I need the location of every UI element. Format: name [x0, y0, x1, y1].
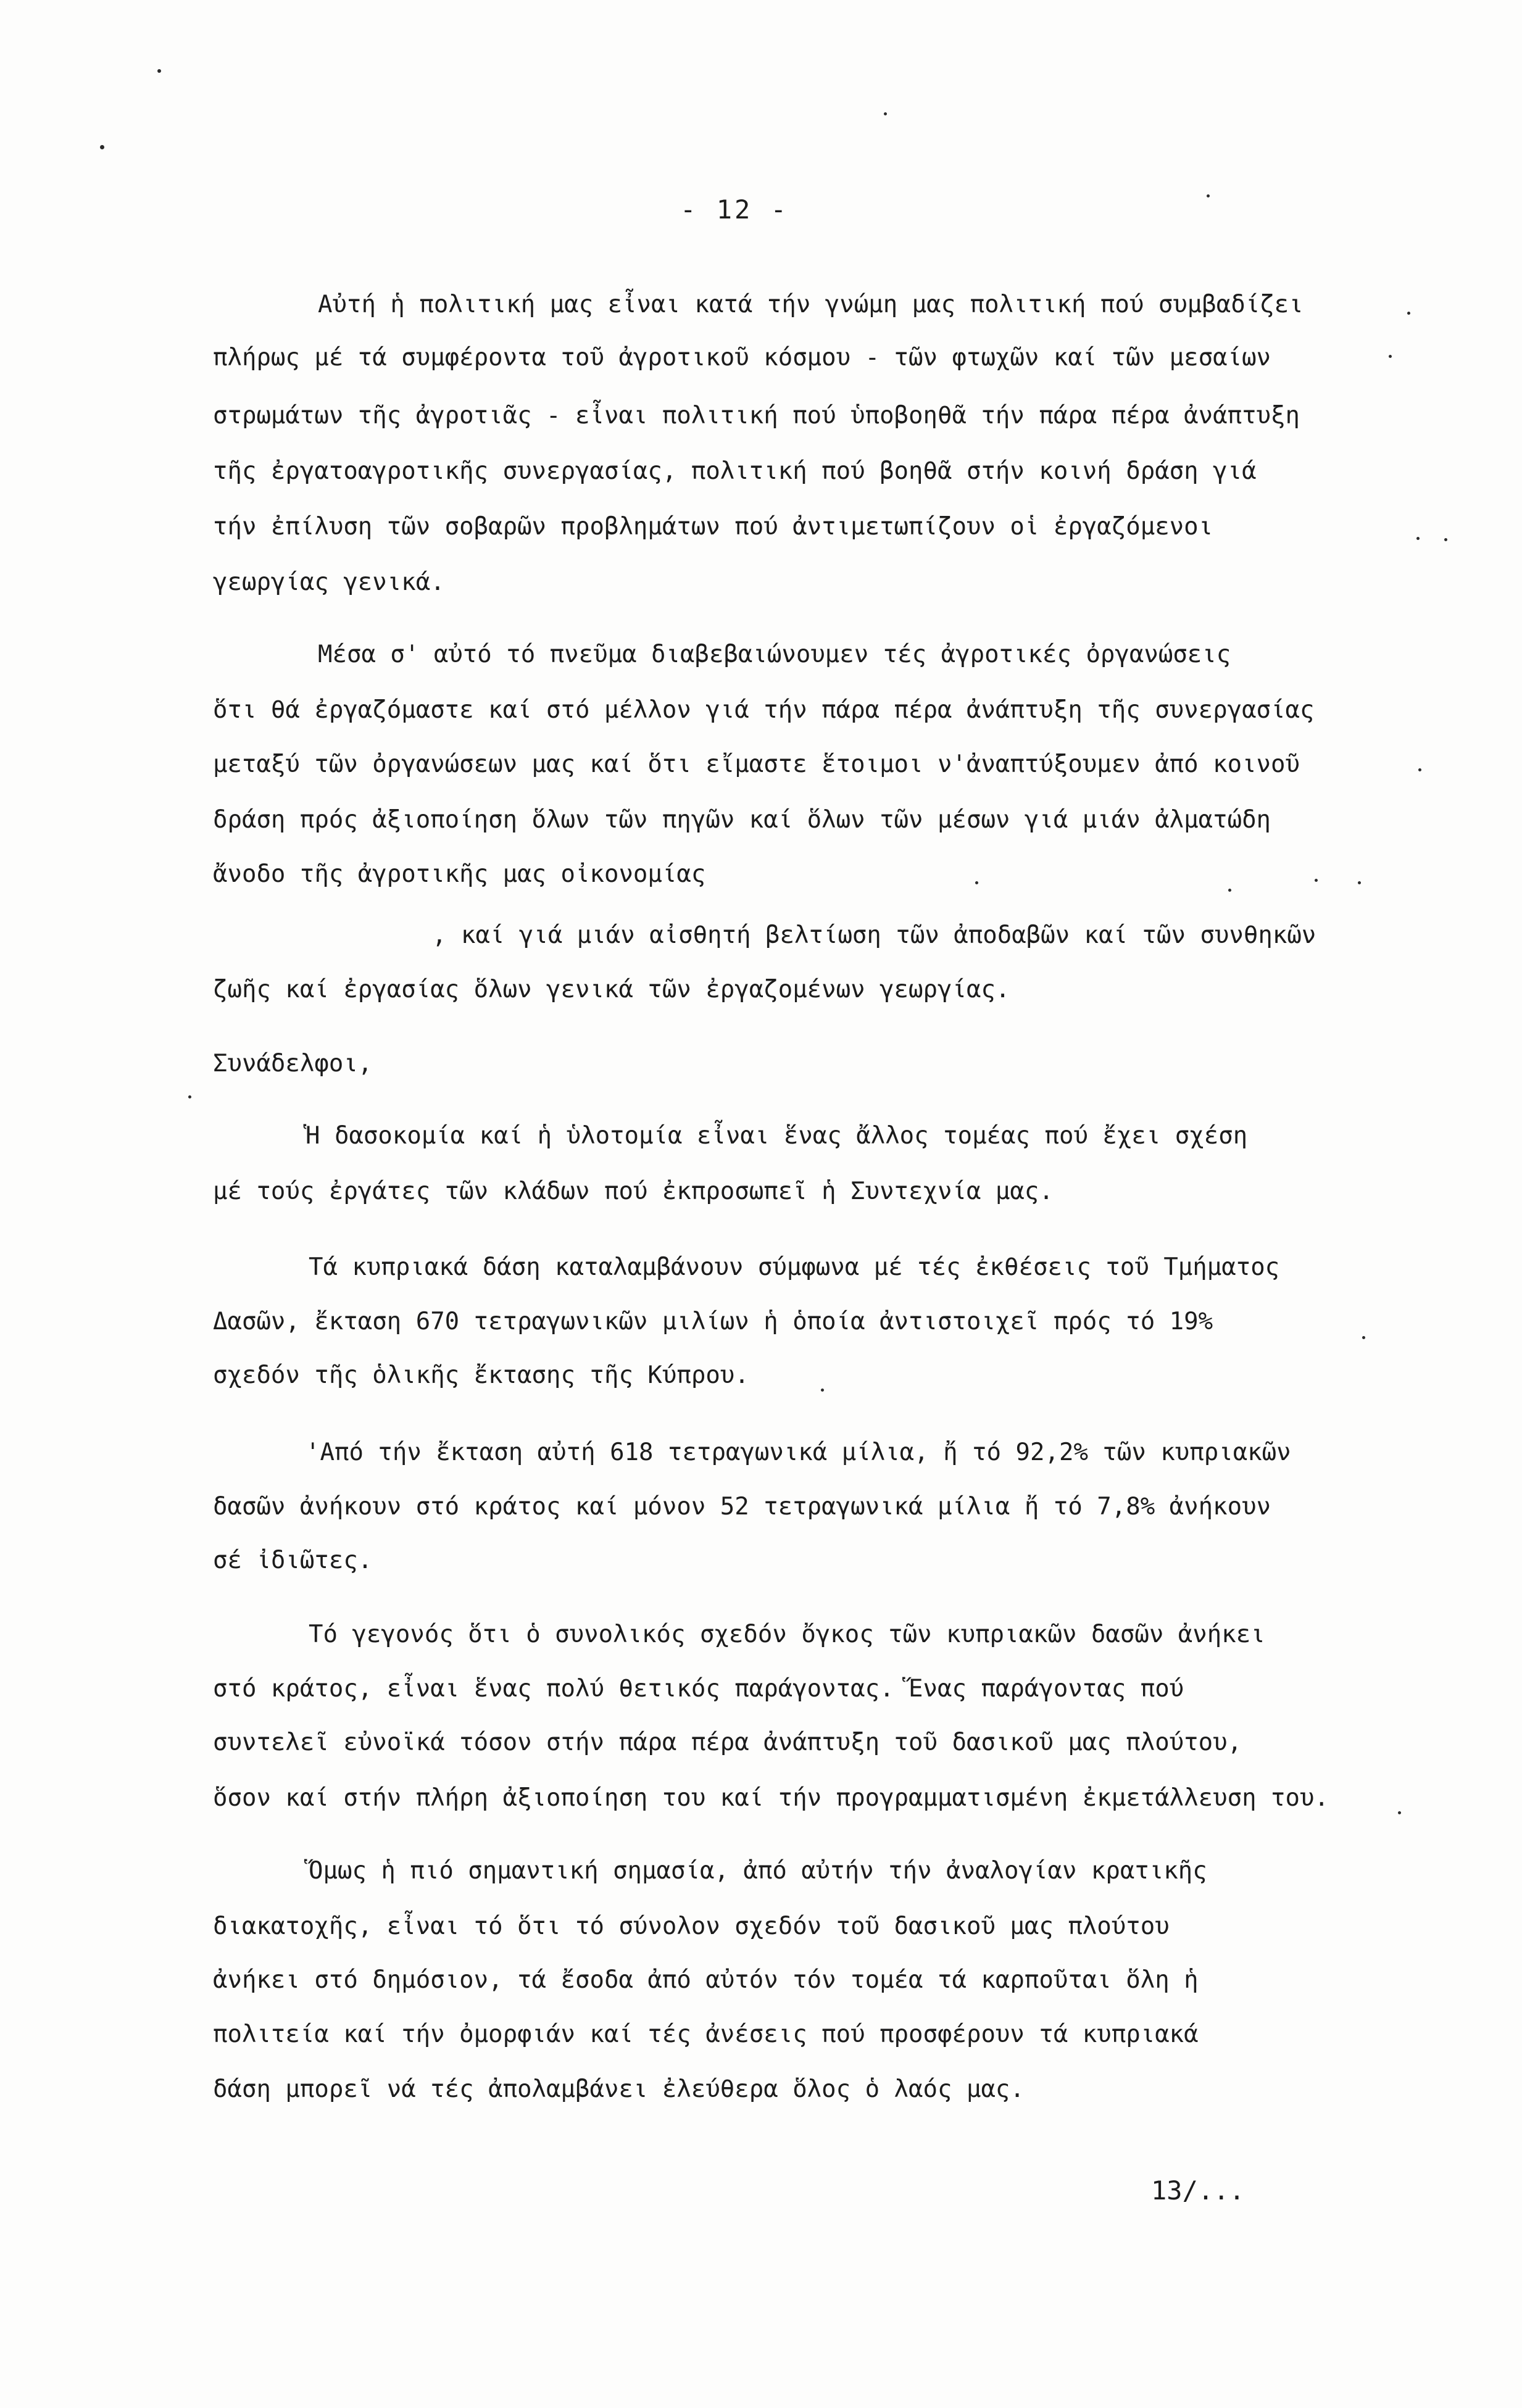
salutation: Συνάδελφοι,: [213, 1050, 373, 1077]
scan-speck: [1362, 1336, 1365, 1339]
scan-speck: [821, 1389, 824, 1392]
text-line: γεωργίας γενικά.: [213, 568, 445, 596]
scan-speck: [1444, 538, 1447, 541]
text-line: ζωῆς καί ἐργασίας ὅλων γενικά τῶν ἐργαζομένων γεωργίας.: [213, 976, 1010, 1003]
text-line: μέ τούς ἐργάτες τῶν κλάδων πού ἐκπροσωπεῖ ἡ Συντεχνία μας.: [213, 1177, 1054, 1205]
text-line: ἀνήκει στό δημόσιον, τά ἔσοδα ἀπό αὐτόν τόν τομέα τά καρποῦται ὅλη ἡ: [213, 1966, 1199, 1994]
text-line: 'Από τήν ἔκταση αὐτή 618 τετραγωνικά μίλια, ἤ τό 92,2% τῶν κυπριακῶν: [306, 1439, 1291, 1466]
text-line: Ἡ δασοκομία καί ἡ ὑλοτομία εἶναι ἕνας ἄλλος τομέας πού ἔχει σχέση: [306, 1122, 1248, 1150]
scan-speck: [975, 881, 978, 884]
scan-speck: [1358, 881, 1361, 884]
text-line: Μέσα σ' αὐτό τό πνεῦμα διαβεβαιώνουμεν τές ἀγροτικές ὀργανώσεις: [318, 641, 1231, 668]
continuation-marker: 13/...: [1151, 2175, 1245, 2206]
scan-speck: [1407, 312, 1410, 315]
text-line: Τά κυπριακά δάση καταλαμβάνουν σύμφωνα μέ τές ἐκθέσεις τοῦ Τμήματος: [309, 1253, 1280, 1281]
scan-speck: [157, 69, 161, 73]
scan-speck: [1315, 879, 1318, 882]
scan-speck: [1416, 537, 1420, 540]
text-line: στρωμάτων τῆς ἀγροτιᾶς - εἶναι πολιτική πού ὑποβοηθᾶ τήν πάρα πέρα ἀνάπτυξη: [213, 402, 1300, 430]
text-line: τῆς ἐργατοαγροτικῆς συνεργασίας, πολιτική πού βοηθᾶ στήν κοινή δράση γιά: [213, 457, 1257, 485]
text-line: ὅσον καί στήν πλήρη ἀξιοποίηση του καί τήν προγραμματισμένη ἐκμετάλλευση του.: [213, 1784, 1329, 1812]
text-line: Δασῶν, ἔκταση 670 τετραγωνικῶν μιλίων ἡ ὁποία ἀντιστοιχεῖ πρός τό 19%: [213, 1308, 1213, 1335]
text-line: Ὅμως ἡ πιό σημαντική σημασία, ἀπό αὐτήν τήν ἀναλογίαν κρατικῆς: [309, 1857, 1207, 1885]
text-line: Τό γεγονός ὅτι ὁ συνολικός σχεδόν ὄγκος τῶν κυπριακῶν δασῶν ἀνήκει: [309, 1621, 1265, 1648]
text-line: πλήρως μέ τά συμφέροντα τοῦ ἀγροτικοῦ κόσμου - τῶν φτωχῶν καί τῶν μεσαίων: [213, 344, 1271, 372]
text-line: μεταξύ τῶν ὀργανώσεων μας καί ὅτι εἴμαστε ἕτοιμοι ν'ἀναπτύξουμεν ἀπό κοινοῦ: [213, 750, 1300, 778]
page-number: - 12 -: [680, 194, 789, 225]
text-line: δράση πρός ἀξιοποίηση ὅλων τῶν πηγῶν καί ὅλων τῶν μέσων γιά μιάν ἀλματώδη: [213, 806, 1271, 834]
text-line: συντελεῖ εὐνοϊκά τόσον στήν πάρα πέρα ἀνάπτυξη τοῦ δασικοῦ μας πλούτου,: [213, 1729, 1242, 1756]
text-line: ἄνοδο τῆς ἀγροτικῆς μας οἰκονομίας: [213, 860, 706, 888]
text-line: σχεδόν τῆς ὁλικῆς ἔκτασης τῆς Κύπρου.: [213, 1361, 749, 1389]
scan-speck: [188, 1095, 191, 1098]
scan-speck: [1207, 194, 1210, 197]
text-line: στό κράτος, εἶναι ἕνας πολύ θετικός παράγοντας. Ἕνας παράγοντας πού: [213, 1675, 1184, 1703]
text-line: δάση μπορεῖ νά τές ἀπολαμβάνει ἐλεύθερα ὅλος ὁ λαός μας.: [213, 2075, 1025, 2103]
text-line: τήν ἐπίλυση τῶν σοβαρῶν προβλημάτων πού ἀντιμετωπίζουν οἱ ἐργαζόμενοι: [213, 513, 1213, 541]
scan-speck: [100, 145, 104, 149]
text-line: διακατοχῆς, εἶναι τό ὅτι τό σύνολον σχεδόν τοῦ δασικοῦ μας πλούτου: [213, 1912, 1170, 1940]
text-line: σέ ἰδιῶτες.: [213, 1547, 373, 1574]
text-line: ὅτι θά ἐργαζόμαστε καί στό μέλλον γιά τήν πάρα πέρα ἀνάπτυξη τῆς συνεργασίας: [213, 696, 1315, 724]
scan-speck: [884, 112, 887, 115]
scan-speck: [1418, 768, 1421, 771]
text-line: δασῶν ἀνήκουν στό κράτος καί μόνον 52 τετραγωνικά μίλια ἤ τό 7,8% ἀνήκουν: [213, 1493, 1271, 1521]
scan-speck: [1228, 889, 1231, 892]
text-line: Αὐτή ἡ πολιτική μας εἶναι κατά τήν γνώμη μας πολιτική πού συμβαδίζει: [318, 291, 1304, 318]
text-line: πολιτεία καί τήν ὀμορφιάν καί τές ἀνέσεις πού προσφέρουν τά κυπριακά: [213, 2020, 1199, 2048]
scan-speck: [1398, 1811, 1401, 1814]
text-line: , καί γιά μιάν αἰσθητή βελτίωση τῶν ἀποδαβῶν καί τῶν συνθηκῶν: [432, 921, 1316, 949]
scan-speck: [1389, 355, 1392, 358]
